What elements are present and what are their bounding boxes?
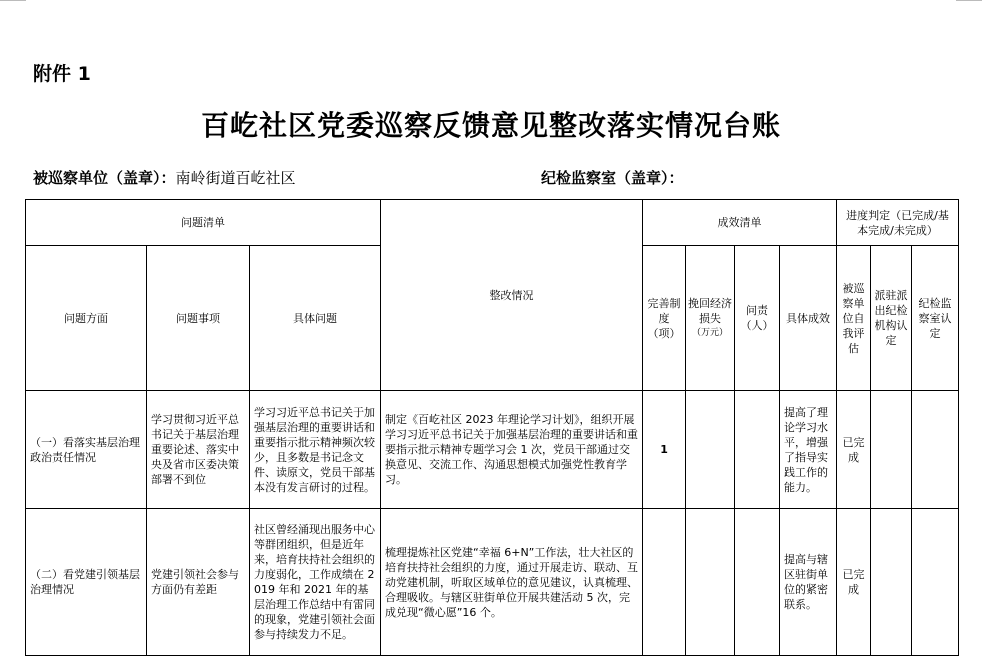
inspected-unit-label: 被巡察单位（盖章）： xyxy=(33,169,176,187)
row-dispatch xyxy=(871,509,912,656)
rectification-ledger-table xyxy=(25,199,959,656)
row-accountability xyxy=(735,509,780,656)
col-item-header: 问题事项 xyxy=(147,246,250,391)
row-office-confirm xyxy=(912,509,959,656)
problem-list-header: 问题清单 xyxy=(26,200,381,246)
col-system-header: 完善制度（项） xyxy=(643,246,686,391)
row-system xyxy=(643,509,686,656)
row-specific: 社区曾经涌现出服务中心等群团组织，但是近年来，培育扶持社会组织的力度弱化，工作成绩在 2019 年和 2021 年的基层治理工作总结中有雷同的现象，党建引领社会面参与持续发力不足。 xyxy=(250,509,381,656)
row-effect: 提高了理论学习水平，增强了指导实践工作的能力。 xyxy=(780,391,837,509)
col-loss-unit: （万元） xyxy=(692,327,729,338)
row-self-eval: 已完成 xyxy=(837,509,871,656)
col-aspect-header: 问题方面 xyxy=(26,246,147,391)
row-item: 党建引领社会参与方面仍有差距 xyxy=(147,509,250,656)
header-row-groups xyxy=(26,200,959,246)
row-loss xyxy=(686,509,735,656)
row-aspect: （二）看党建引领基层治理情况 xyxy=(26,509,147,656)
col-specific-header: 具体问题 xyxy=(250,246,381,391)
col-accountability-header: 问责（人） xyxy=(735,246,780,391)
row-specific: 学习习近平总书记关于加强基层治理的重要讲话和重要指示批示精神频次较少，且多数是书记念文件、读原文，党员干部基本没有发言研讨的过程。 xyxy=(250,391,381,509)
col-loss-title: 挽回经济损失 xyxy=(688,296,733,325)
document-title: 百屹社区党委巡察反馈意见整改落实情况台账 xyxy=(200,109,781,142)
row-office-confirm xyxy=(912,391,959,509)
inspected-unit-value: 南岭街道百屹社区 xyxy=(175,169,296,187)
attachment-label: 附件 1 xyxy=(33,63,91,85)
table-row xyxy=(26,391,959,509)
row-dispatch xyxy=(871,391,912,509)
inspected-unit-line xyxy=(33,167,296,188)
row-rectification: 制定《百屹社区 2023 年理论学习计划》，组织开展学习习近平总书记关于加强基层治理的重要讲话和重要指示批示精神专题学习会 1 次，党员干部通过交换意见、交流工作、沟通思想模式加强党性教育学习。 xyxy=(381,391,643,509)
rectification-header: 整改情况 xyxy=(381,200,643,391)
results-list-header: 成效清单 xyxy=(643,200,837,246)
row-aspect: （一）看落实基层治理政治责任情况 xyxy=(26,391,147,509)
col-self-eval-header: 被巡察单位自我评估 xyxy=(837,246,871,391)
row-effect: 提高与辖区驻街单位的紧密联系。 xyxy=(780,509,837,656)
corner-mark-left xyxy=(0,0,26,1)
row-self-eval: 已完成 xyxy=(837,391,871,509)
col-dispatch-header: 派驻派出纪检机构认定 xyxy=(871,246,912,391)
discipline-office-label: 纪检监察室（盖章）： xyxy=(541,169,684,187)
row-rectification: 梳理提炼社区党建“幸福 6+N”工作法，壮大社区的培育扶持社会组织的力度，通过开展走访、联动、互动党建机制，听取区域单位的意见建议，认真梳理、合理吸收。与辖区驻街单位开展共建活动 5 次，完成兑现“微心愿”16 个。 xyxy=(381,509,643,656)
row-accountability xyxy=(735,391,780,509)
row-loss xyxy=(686,391,735,509)
table-row xyxy=(26,509,959,656)
row-item: 学习贯彻习近平总书记关于基层治理重要论述、落实中央及省市区委决策部署不到位 xyxy=(147,391,250,509)
row-system: 1 xyxy=(643,391,686,509)
corner-mark-right xyxy=(956,0,982,1)
progress-header: 进度判定（已完成/基本完成/未完成） xyxy=(837,200,959,246)
col-loss-header xyxy=(686,246,735,391)
col-office-confirm-header: 纪检监察室认定 xyxy=(912,246,959,391)
col-effect-header: 具体成效 xyxy=(780,246,837,391)
